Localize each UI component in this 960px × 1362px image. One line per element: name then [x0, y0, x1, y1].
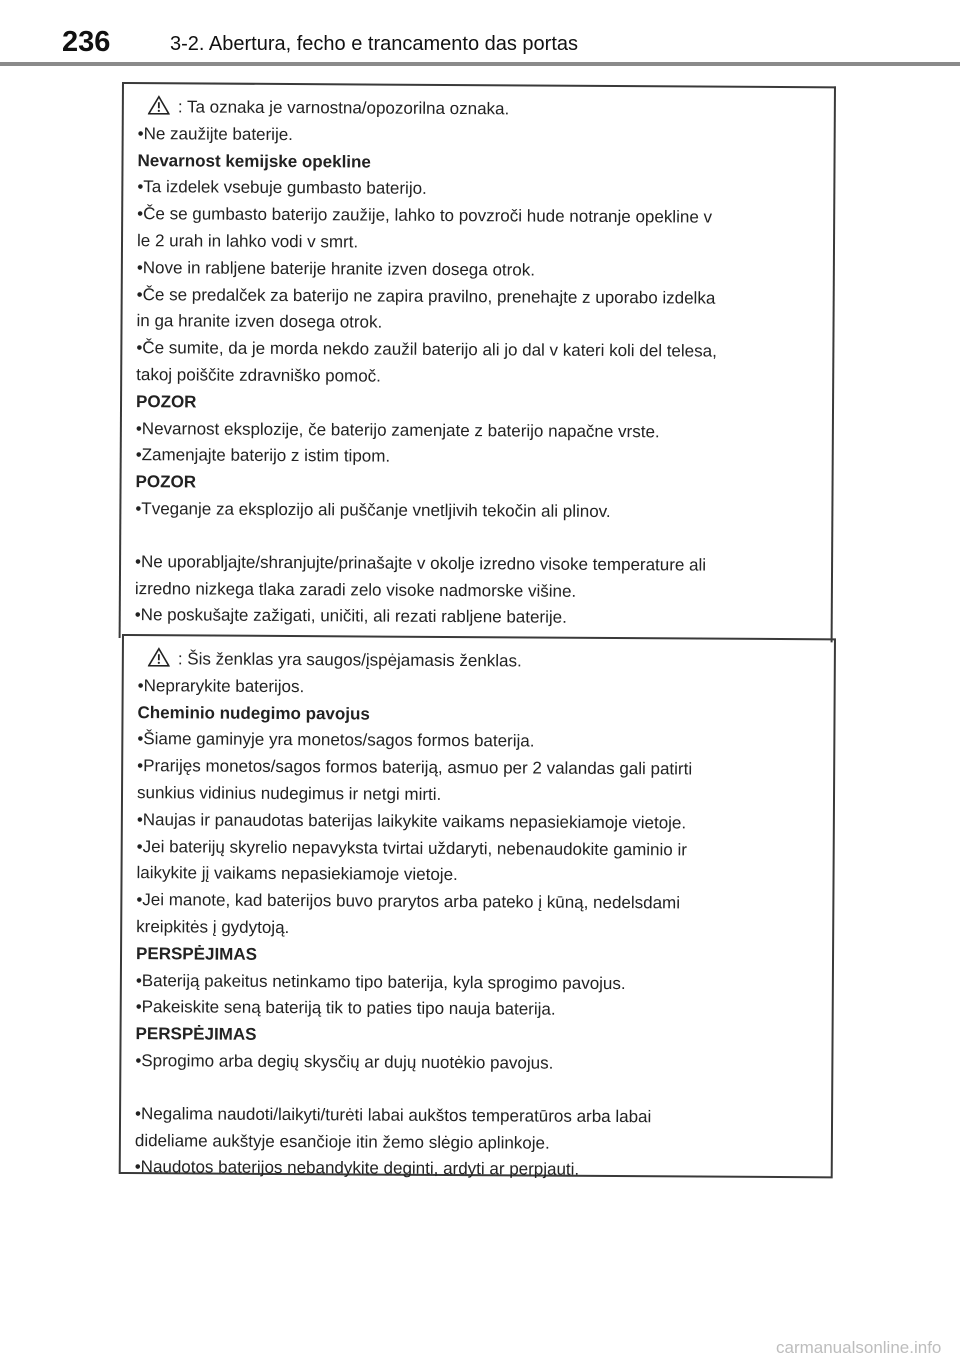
- notice-line: sunkius vidinius nudegimus ir netgi mirti.: [136, 783, 442, 804]
- warning-triangle-icon: [148, 95, 170, 115]
- notice-line: •Naujas ir panaudotas baterijas laikykite vaikams nepasiekiamoje vietoje.: [136, 809, 687, 833]
- notice-line: •Prarijęs monetos/sagos formos bateriją, asmuo per 2 valandas gali patirti: [137, 756, 693, 779]
- notice-line: in ga hranite izven dosega otrok.: [136, 311, 383, 332]
- notice-line: •Bateriją pakeitus netinkamo tipo baterija, kyla sprogimo pavojus.: [135, 970, 626, 993]
- notice-heading: Nevarnost kemijske opekline: [137, 150, 371, 172]
- notice-line: •Če se predalček za baterijo ne zapira pravilno, prenehajte z uporabo izdelka: [136, 284, 716, 308]
- notice-heading: Cheminio nudegimo pavojus: [137, 702, 370, 724]
- notice-line: •Ne poskušajte zažigati, uničiti, ali rezati rabljene baterije.: [134, 605, 567, 628]
- notice-line: izredno nizkega tlaka zaradi zelo visoke nadmorske višine.: [134, 578, 577, 601]
- notice-line: •Negalima naudoti/laikyti/turėti labai aukštos temperatūros arba labai: [135, 1103, 652, 1126]
- notice-line: •Jei manote, kad baterijos buvo prarytos arba pateko į kūną, nedelsdami: [136, 890, 681, 913]
- notice-line: takoj poiščite zdravniško pomoč.: [136, 365, 382, 386]
- warning-symbol-line: [138, 646, 820, 677]
- notice-line: •Če sumite, da je morda nekdo zaužil baterijo ali jo dal v kateri koli del telesa,: [136, 338, 717, 361]
- notice-heading: PERSPĖJIMAS: [135, 1024, 257, 1044]
- notice-line: •Neprarykite baterijos.: [137, 675, 305, 696]
- notice-heading: POZOR: [135, 391, 197, 412]
- notice-heading: POZOR: [135, 472, 197, 492]
- notice-line: dideliame aukštyje esančioje itin žemo slėgio aplinkoje.: [134, 1130, 550, 1153]
- notice-line: •Šiame gaminyje yra monetos/sagos formos baterija.: [137, 729, 535, 751]
- notice-line: le 2 urah in lahko vodi v smrt.: [136, 231, 359, 252]
- notice-line: •Sprogimo arba degių skysčių ar dujų nuotėkio pavojus.: [135, 1051, 554, 1073]
- watermark: carmanualsonline.info: [776, 1338, 942, 1357]
- warning-symbol-text: : Šis ženklas yra saugos/įspėjamasis ženklas.: [177, 649, 522, 671]
- notice-line: •Ta izdelek vsebuje gumbasto baterijo.: [137, 177, 427, 199]
- section-title: 3-2. Abertura, fecho e trancamento das portas: [170, 33, 579, 55]
- notice-line: •Ne zaužijte baterije.: [137, 123, 293, 144]
- notice-slovenian: [119, 82, 836, 642]
- warning-symbol-text: : Ta oznaka je varnostna/opozorilna oznaka.: [177, 97, 510, 119]
- notice-line: •Zamenjajte baterijo z istim tipom.: [135, 445, 391, 467]
- notice-line: •Ne uporabljajte/shranjujte/prinašajte v okolje izredno visoke temperature ali: [135, 551, 707, 575]
- scanned-battery-notice: [122, 82, 836, 1180]
- notice-line: •Jei baterijų skyrelio nepavyksta tvirtai uždaryti, nebenaudokite gaminio ir: [136, 836, 687, 860]
- notice-line: •Nove in rabljene baterije hranite izven dosega otrok.: [136, 257, 536, 280]
- notice-line: •Nevarnost eksplozije, če baterijo zamenjate z baterijo napačne vrste.: [135, 418, 660, 441]
- notice-line: •Tveganje za eksplozijo ali puščanje vnetljivih tekočin ali plinov.: [135, 499, 611, 521]
- notice-lithuanian: [119, 634, 836, 1178]
- warning-symbol-line: [138, 94, 820, 125]
- warning-triangle-icon: [148, 647, 170, 667]
- page-header: [0, 0, 960, 72]
- page-number: 236: [62, 26, 111, 58]
- notice-line: •Pakeiskite seną bateriją tik to paties tipo nauja baterija.: [135, 997, 556, 1020]
- notice-line: •Če se gumbasto baterijo zaužije, lahko to povzroči hude notranje opekline v: [137, 204, 713, 227]
- notice-line: laikykite jį vaikams nepasiekiamoje vietoje.: [136, 863, 458, 885]
- notice-line: •Naudotos baterijos nebandykite deginti, ardyti ar perpjauti.: [134, 1157, 580, 1180]
- notice-line: kreipkitės į gydytoją.: [136, 917, 290, 937]
- header-divider: [0, 62, 960, 66]
- notice-heading: PERSPĖJIMAS: [135, 943, 258, 964]
